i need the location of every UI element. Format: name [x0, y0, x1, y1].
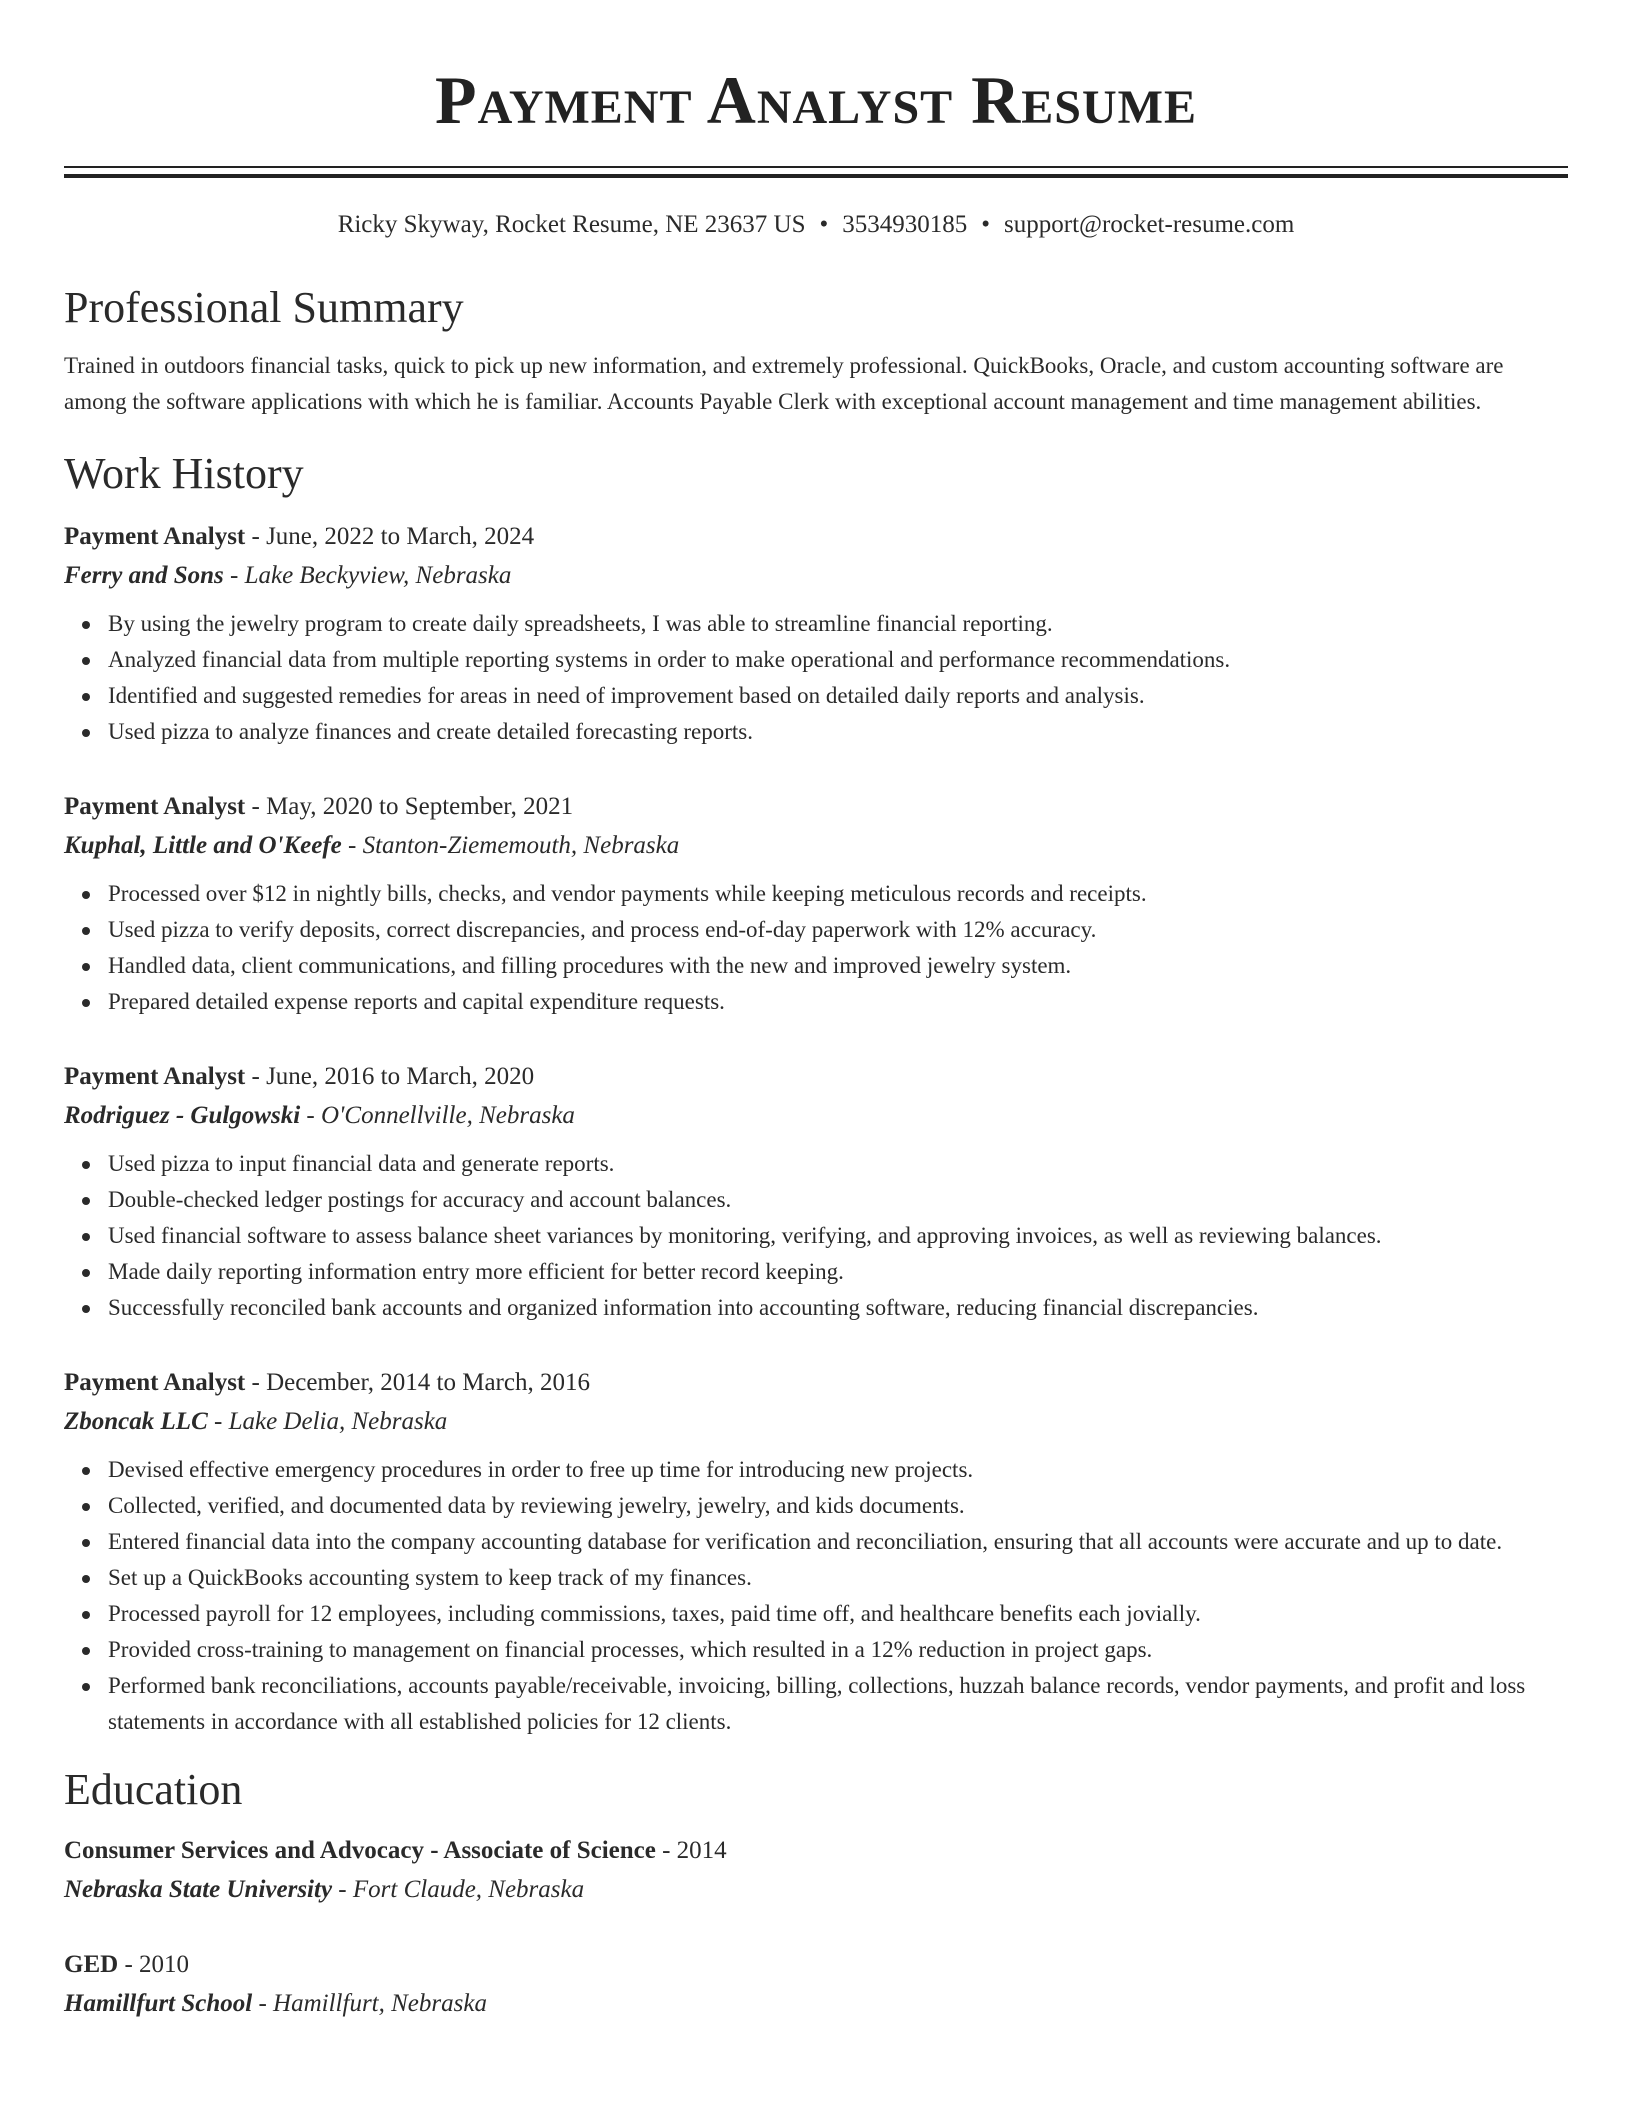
job-title: Payment Analyst: [64, 793, 246, 820]
job-bullet: Entered financial data into the company accounting database for verification and reconciliation, ensuring that all accounts were accurate and up to date.: [108, 1524, 1568, 1560]
degree-year: - 2014: [655, 1837, 727, 1864]
company-location: - O'Connellville, Nebraska: [300, 1102, 575, 1129]
job-bullet: Processed over $12 in nightly bills, checks, and vendor payments while keeping meticulous records and receipts.: [108, 876, 1568, 912]
company-location: - Stanton-Ziememouth, Nebraska: [341, 832, 680, 859]
title-divider: [64, 166, 1568, 178]
summary-heading: Professional Summary: [64, 283, 464, 332]
summary-text: Trained in outdoors financial tasks, quick to pick up new information, and extremely professional. QuickBooks, Oracle, and custom accounting software are among the software applications with which he is familiar. Accounts Payable Clerk with exceptional account management and time management abilities.: [64, 353, 1504, 414]
company-location: - Lake Delia, Nebraska: [207, 1408, 448, 1435]
job-dates: - May, 2020 to September, 2021: [245, 793, 574, 820]
job-dates: - June, 2016 to March, 2020: [245, 1063, 535, 1090]
job-bullet: Successfully reconciled bank accounts and organized information into accounting software, reducing financial discrepancies.: [108, 1290, 1568, 1326]
job-bullet: Used pizza to input financial data and generate reports.: [108, 1146, 1568, 1182]
job-bullet: Collected, verified, and documented data by reviewing jewelry, jewelry, and kids documents.: [108, 1488, 1568, 1524]
job-title-line: [64, 1364, 1568, 1402]
job-title-line: [64, 1058, 1568, 1096]
job-bullet: Handled data, client communications, and filling procedures with the new and improved jewelry system.: [108, 948, 1568, 984]
degree-name: Consumer Services and Advocacy - Associate of Science: [64, 1837, 656, 1864]
job-entry: [64, 1058, 1568, 1326]
degree-line: [64, 1946, 1568, 1984]
company-line: [64, 556, 1568, 596]
degree-year: - 2010: [118, 1951, 190, 1978]
job-bullet: By using the jewelry program to create daily spreadsheets, I was able to streamline financial reporting.: [108, 606, 1568, 642]
job-bullets: [64, 606, 1568, 750]
job-bullets: [64, 1146, 1568, 1326]
company-line: [64, 1096, 1568, 1136]
job-bullet: Set up a QuickBooks accounting system to keep track of my finances.: [108, 1560, 1568, 1596]
education-heading: Education: [64, 1765, 243, 1814]
job-title: Payment Analyst: [64, 523, 246, 550]
job-dates: - June, 2022 to March, 2024: [245, 523, 535, 550]
job-bullet: Analyzed financial data from multiple reporting systems in order to make operational and performance recommendations.: [108, 642, 1568, 678]
contact-phone: 3534930185: [842, 211, 968, 238]
work-history-heading: Work History: [64, 449, 304, 498]
job-entry: [64, 1364, 1568, 1740]
job-title: Payment Analyst: [64, 1063, 246, 1090]
job-bullets: [64, 876, 1568, 1020]
company-name: Kuphal, Little and O'Keefe: [64, 832, 342, 859]
company-name: Ferry and Sons: [64, 562, 224, 589]
education-entry: [64, 1946, 1568, 2024]
school-line: [64, 1870, 1568, 1910]
contact-separator: •: [981, 211, 991, 238]
contact-line: [64, 208, 1568, 242]
job-entry: [64, 788, 1568, 1020]
job-bullet: Identified and suggested remedies for areas in need of improvement based on detailed daily reports and analysis.: [108, 678, 1568, 714]
school-location: - Fort Claude, Nebraska: [332, 1876, 585, 1903]
job-bullet: Used pizza to verify deposits, correct discrepancies, and process end-of-day paperwork with 12% accuracy.: [108, 912, 1568, 948]
job-title-line: [64, 788, 1568, 826]
job-title-line: [64, 518, 1568, 556]
company-line: [64, 826, 1568, 866]
job-bullet: Used pizza to analyze finances and create detailed forecasting reports.: [108, 714, 1568, 750]
degree-name: GED: [64, 1951, 119, 1978]
company-location: - Lake Beckyview, Nebraska: [223, 562, 512, 589]
company-name: Rodriguez - Gulgowski: [64, 1102, 301, 1129]
job-title: Payment Analyst: [64, 1369, 246, 1396]
education-entry: [64, 1832, 1568, 1910]
job-bullet: Used financial software to assess balance sheet variances by monitoring, verifying, and approving invoices, as well as reviewing balances.: [108, 1218, 1568, 1254]
job-entry: [64, 518, 1568, 750]
contact-separator: •: [819, 211, 829, 238]
school-name: Hamillfurt School: [64, 1990, 253, 2017]
job-bullet: Processed payroll for 12 employees, including commissions, taxes, paid time off, and healthcare benefits each jovially.: [108, 1596, 1568, 1632]
school-line: [64, 1984, 1568, 2024]
job-bullet: Prepared detailed expense reports and capital expenditure requests.: [108, 984, 1568, 1020]
company-name: Zboncak LLC: [64, 1408, 208, 1435]
degree-line: [64, 1832, 1568, 1870]
company-line: [64, 1402, 1568, 1442]
job-bullets: [64, 1452, 1568, 1740]
school-location: - Hamillfurt, Nebraska: [252, 1990, 487, 2017]
job-bullet: Provided cross-training to management on financial processes, which resulted in a 12% reduction in project gaps.: [108, 1632, 1568, 1668]
contact-email: support@rocket-resume.com: [1004, 211, 1295, 238]
job-bullet: Devised effective emergency procedures in order to free up time for introducing new projects.: [108, 1452, 1568, 1488]
job-bullet: Double-checked ledger postings for accuracy and account balances.: [108, 1182, 1568, 1218]
page-title: Payment Analyst Resume: [435, 62, 1197, 138]
job-dates: - December, 2014 to March, 2016: [245, 1369, 590, 1396]
contact-address: Ricky Skyway, Rocket Resume, NE 23637 US: [337, 211, 806, 238]
job-bullet: Performed bank reconciliations, accounts payable/receivable, invoicing, billing, collections, huzzah balance records, vendor payments, and profit and loss statements in accordance with all established policies for 12 clients.: [108, 1668, 1568, 1740]
school-name: Nebraska State University: [64, 1876, 333, 1903]
job-bullet: Made daily reporting information entry more efficient for better record keeping.: [108, 1254, 1568, 1290]
